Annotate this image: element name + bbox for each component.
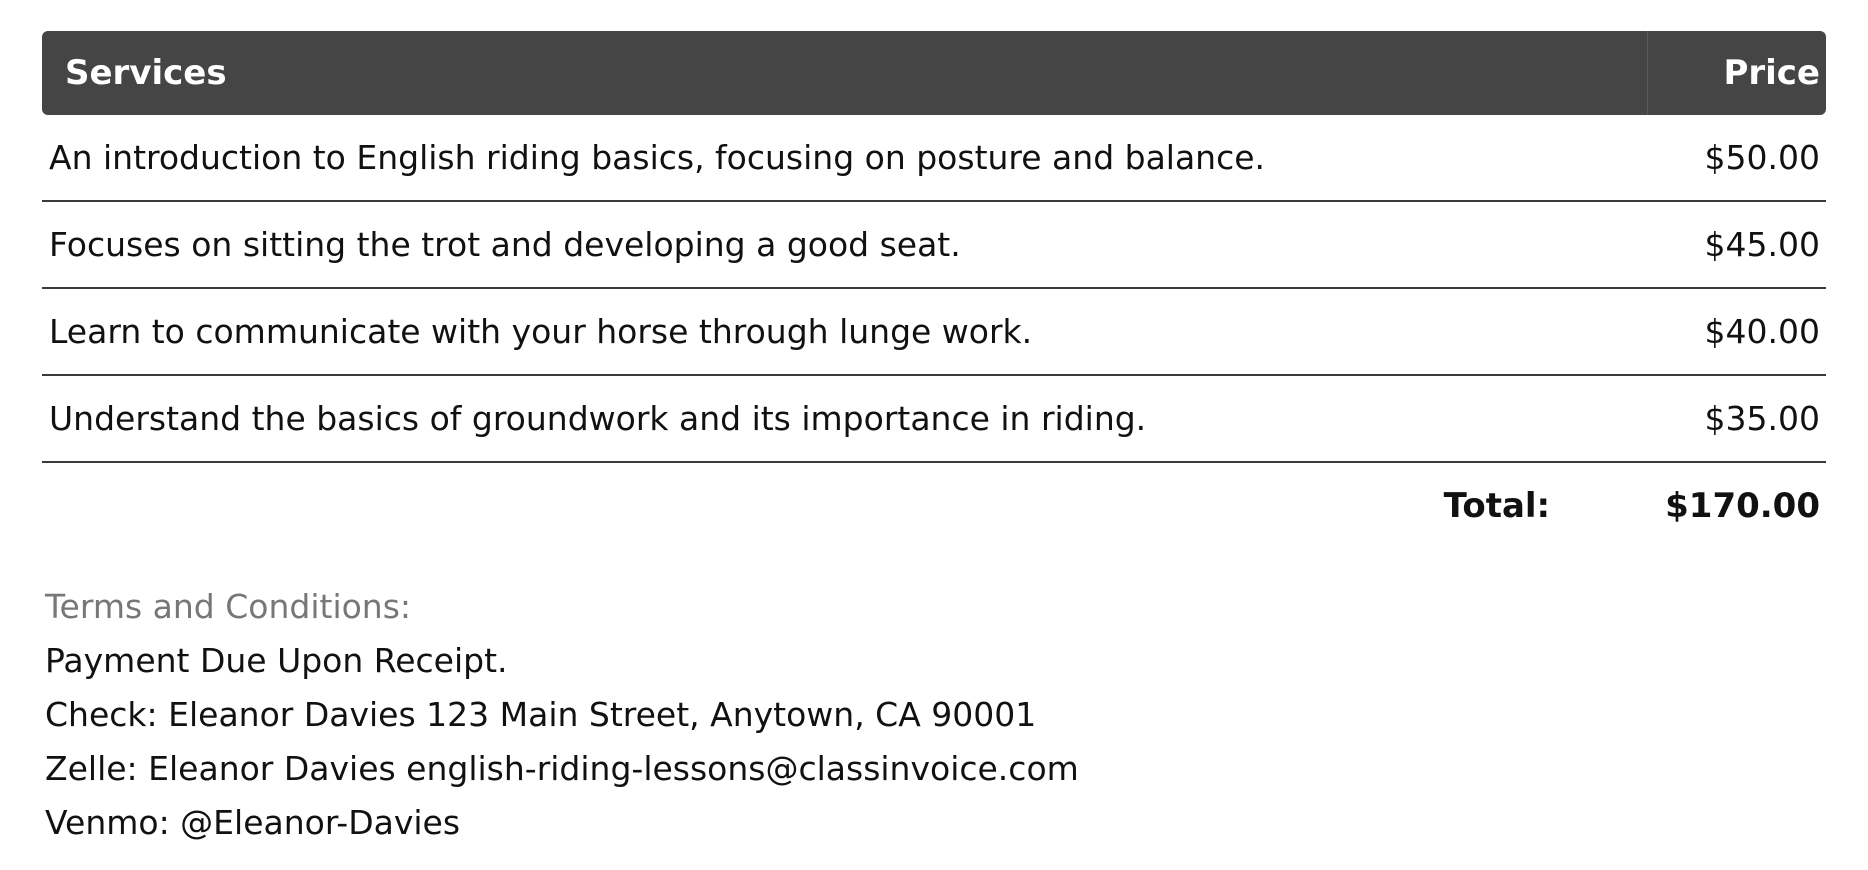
check-payment-text: Check: Eleanor Davies 123 Main Street, Anytown, CA 90001 xyxy=(45,695,1037,734)
total-row xyxy=(42,463,1826,549)
invoice-table xyxy=(42,31,1826,549)
zelle-payment-text: Zelle: Eleanor Davies english-riding-lessons@classinvoice.com xyxy=(45,749,1079,788)
service-price: $35.00 xyxy=(1704,399,1820,438)
table-row xyxy=(42,202,1826,289)
services-column-header: Services xyxy=(42,31,1648,115)
service-description: Focuses on sitting the trot and developing a good seat. xyxy=(49,225,961,264)
table-row xyxy=(42,376,1826,463)
terms-title: Terms and Conditions: xyxy=(45,587,412,626)
total-label: Total: xyxy=(1443,486,1551,526)
price-column-header: Price xyxy=(1723,53,1820,93)
table-row xyxy=(42,115,1826,202)
payment-due-text: Payment Due Upon Receipt. xyxy=(45,641,508,680)
service-description: Learn to communicate with your horse through lunge work. xyxy=(49,312,1033,351)
service-description: Understand the basics of groundwork and its importance in riding. xyxy=(49,399,1147,438)
service-description: An introduction to English riding basics, focusing on posture and balance. xyxy=(49,138,1266,177)
venmo-payment-text: Venmo: @Eleanor-Davies xyxy=(45,803,461,842)
service-price: $50.00 xyxy=(1704,138,1820,177)
table-row xyxy=(42,289,1826,376)
table-header xyxy=(42,31,1826,115)
total-value: $170.00 xyxy=(1665,486,1820,526)
service-price: $45.00 xyxy=(1704,225,1820,264)
terms-section xyxy=(45,580,1079,850)
service-price: $40.00 xyxy=(1704,312,1820,351)
